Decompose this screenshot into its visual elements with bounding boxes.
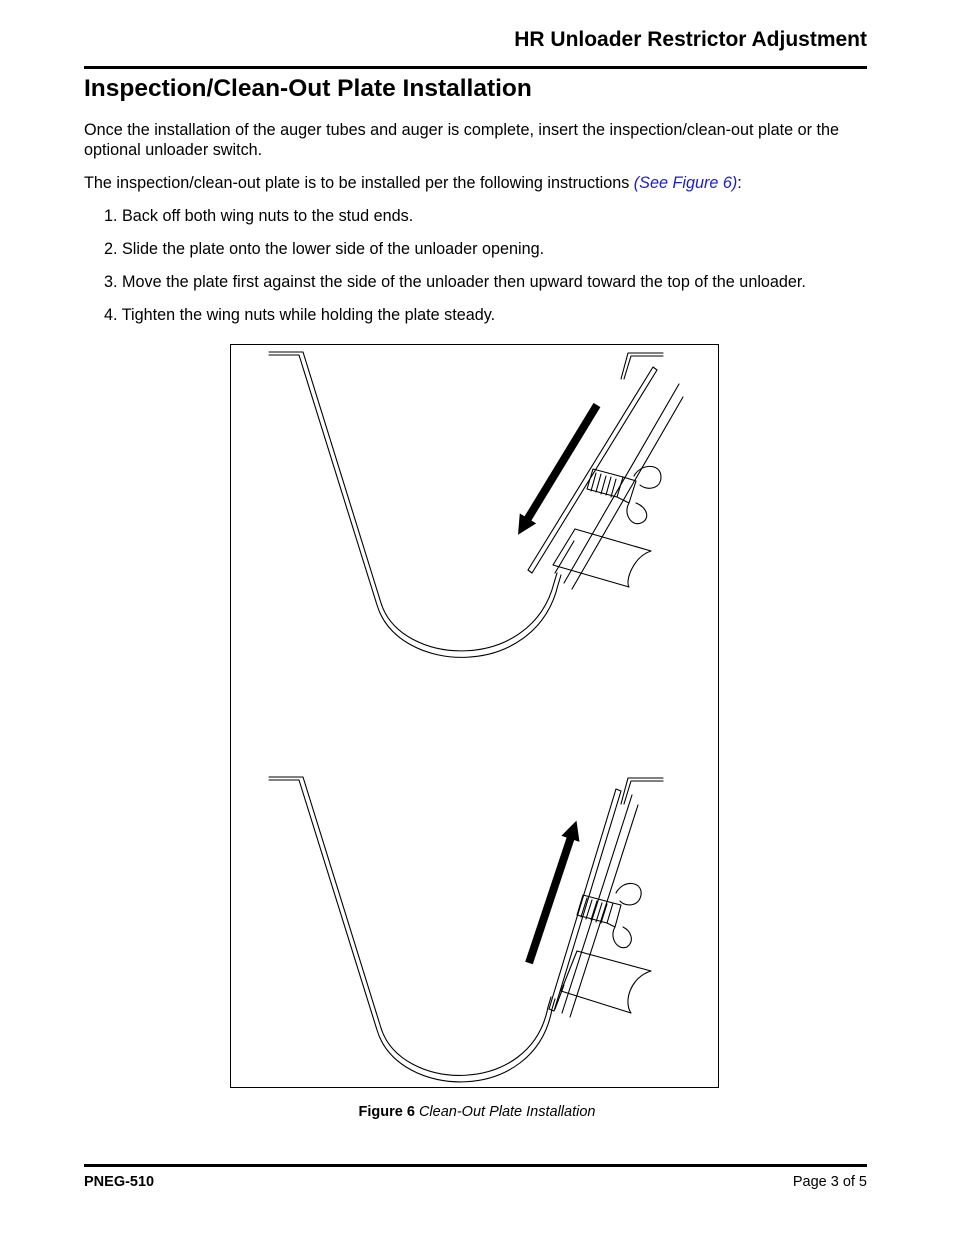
intro-paragraph: Once the installation of the auger tubes and auger is complete, insert the inspection/clean-out plate or the optional unloader switch. bbox=[84, 121, 839, 159]
section-heading: Inspection/Clean-Out Plate Installation bbox=[84, 75, 532, 102]
hopper-trough-inner bbox=[269, 355, 561, 657]
unloader-wall bbox=[562, 795, 638, 1017]
wing-nut-icon bbox=[607, 883, 641, 947]
running-header-title: HR Unloader Restrictor Adjustment bbox=[514, 28, 867, 51]
hopper-trough-outer bbox=[269, 777, 551, 1075]
instruction-lead: The inspection/clean-out plate is to be installed per the following instructions bbox=[84, 174, 634, 192]
step-item: 2. Slide the plate onto the lower side of the unloader opening. bbox=[104, 240, 545, 258]
stud-thread bbox=[587, 469, 623, 497]
instruction-paragraph bbox=[84, 173, 864, 193]
header-rule bbox=[84, 66, 867, 69]
figure-title: Clean-Out Plate Installation bbox=[418, 1104, 596, 1120]
step-item: 1. Back off both wing nuts to the stud ends. bbox=[104, 207, 414, 225]
step-item: 4. Tighten the wing nuts while holding the plate steady. bbox=[104, 306, 496, 324]
step-item: 3. Move the plate first against the side of the unloader then upward toward the top of the unloader. bbox=[104, 273, 806, 291]
figure-6-illustration bbox=[230, 344, 719, 1088]
figure-label: Figure 6 bbox=[358, 1104, 415, 1120]
hopper-trough-inner bbox=[269, 780, 555, 1082]
figure-reference-link[interactable]: (See Figure 6) bbox=[633, 174, 738, 192]
unloader-wall-stub bbox=[555, 985, 564, 1009]
instruction-steps bbox=[104, 206, 806, 338]
wing-nut-icon bbox=[617, 466, 661, 523]
hopper-lip-right bbox=[621, 353, 663, 379]
hopper-lip-right bbox=[621, 778, 663, 804]
instruction-tail: : bbox=[737, 174, 742, 192]
footer-rule bbox=[84, 1164, 867, 1167]
plate-lowered-view bbox=[269, 352, 683, 657]
figure-caption bbox=[0, 1104, 954, 1120]
plate-raised-view bbox=[269, 777, 663, 1082]
page-number: Page 3 of 5 bbox=[792, 1174, 867, 1190]
cleanout-plate bbox=[549, 789, 621, 1011]
document-number: PNEG-510 bbox=[84, 1174, 155, 1190]
arrow-down-icon bbox=[527, 405, 597, 520]
arrow-up-icon bbox=[529, 837, 571, 963]
